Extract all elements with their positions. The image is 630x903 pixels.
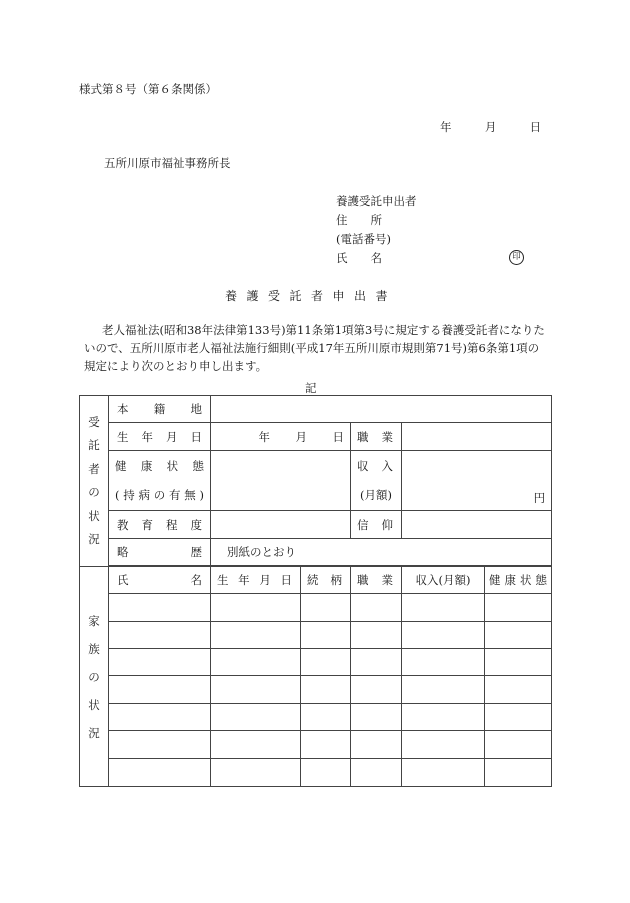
family-cell[interactable] (402, 676, 485, 704)
family-cell[interactable] (301, 649, 351, 676)
family-cell[interactable] (485, 676, 552, 704)
family-cell[interactable] (109, 759, 211, 787)
family-header-dob: 生年月日 (211, 567, 301, 594)
family-cell[interactable] (485, 731, 552, 759)
health-field[interactable] (211, 451, 351, 511)
family-row (80, 649, 552, 676)
income-field[interactable] (402, 451, 552, 511)
family-cell[interactable] (485, 622, 552, 649)
applicant-role: 養護受託申出者 (336, 194, 417, 208)
addressee: 五所川原市福祉事務所長 (104, 156, 231, 170)
family-cell[interactable] (211, 759, 301, 787)
income-label: 収入 (月額) (351, 451, 402, 511)
section-family-label: 家 族 の 状 況 (80, 567, 109, 787)
religion-label: 信仰 (351, 511, 402, 539)
family-cell[interactable] (211, 676, 301, 704)
family-cell[interactable] (402, 731, 485, 759)
family-cell[interactable] (301, 594, 351, 622)
family-cell[interactable] (402, 759, 485, 787)
family-row (80, 676, 552, 704)
religion-field[interactable] (402, 511, 552, 539)
family-cell[interactable] (109, 731, 211, 759)
family-cell[interactable] (211, 649, 301, 676)
education-field[interactable] (211, 511, 351, 539)
dob-label: 生年月日 (109, 423, 211, 451)
occupation-label: 職業 (351, 423, 402, 451)
body-line-3: 規定により次のとおり申し出ます。 (84, 359, 268, 373)
family-row (80, 594, 552, 622)
family-cell[interactable] (109, 649, 211, 676)
applicant-address-label: 住 所 (336, 213, 382, 227)
family-cell[interactable] (402, 622, 485, 649)
document-title: 養護受託者申出書 (225, 289, 398, 303)
family-cell[interactable] (402, 704, 485, 731)
body-line-2: いので、五所川原市老人福祉法施行細則(平成17年五所川原市規則第71号)第6条第1項の (84, 341, 540, 355)
family-cell[interactable] (211, 704, 301, 731)
dob-field[interactable] (211, 423, 351, 451)
occupation-field[interactable] (402, 423, 552, 451)
date-line (440, 119, 541, 135)
dob-day: 日 (332, 429, 344, 444)
applicant-name-label: 氏 名 (336, 251, 382, 265)
body-text (84, 321, 554, 375)
family-cell[interactable] (109, 704, 211, 731)
dob-month: 月 (295, 429, 307, 444)
family-cell[interactable] (485, 759, 552, 787)
family-row (80, 731, 552, 759)
date-year-label: 年 (440, 120, 452, 134)
family-cell[interactable] (301, 759, 351, 787)
family-header-relation: 続柄 (301, 567, 351, 594)
ki-mark: 記 (305, 381, 317, 395)
dob-year: 年 (258, 429, 270, 444)
family-cell[interactable] (485, 649, 552, 676)
body-line-1: 老人福祉法(昭和38年法律第133号)第11条第1項第3号に規定する養護受託者になりた (102, 323, 545, 337)
family-cell[interactable] (211, 731, 301, 759)
family-cell[interactable] (402, 649, 485, 676)
honseki-field[interactable] (211, 396, 552, 423)
family-cell[interactable] (351, 649, 402, 676)
section-trustee-label: 受 託 者 の 状 況 (80, 396, 109, 567)
family-row (80, 704, 552, 731)
family-header-health: 健康状態 (485, 567, 552, 594)
history-label: 略歴 (109, 539, 211, 566)
family-header-income: 収入(月額) (402, 567, 485, 594)
family-cell[interactable] (301, 676, 351, 704)
family-cell[interactable] (351, 759, 402, 787)
family-cell[interactable] (351, 594, 402, 622)
form-number: 様式第８号（第６条関係） (79, 82, 217, 96)
family-cell[interactable] (402, 594, 485, 622)
family-cell[interactable] (109, 622, 211, 649)
family-row (80, 759, 552, 787)
family-cell[interactable] (109, 676, 211, 704)
yen-unit: 円 (533, 491, 546, 505)
family-cell[interactable] (351, 676, 402, 704)
family-cell[interactable] (301, 731, 351, 759)
family-row (80, 622, 552, 649)
honseki-label: 本籍地 (109, 396, 211, 423)
family-cell[interactable] (485, 704, 552, 731)
family-cell[interactable] (485, 594, 552, 622)
family-cell[interactable] (351, 704, 402, 731)
history-field[interactable]: 別紙のとおり (211, 539, 552, 566)
family-cell[interactable] (351, 731, 402, 759)
date-day-label: 日 (529, 120, 542, 134)
family-cell[interactable] (109, 594, 211, 622)
family-cell[interactable] (301, 704, 351, 731)
family-cell[interactable] (211, 594, 301, 622)
applicant-block (336, 192, 526, 268)
health-label: 健康状態 (持病の有無) (109, 451, 211, 511)
family-cell[interactable] (211, 622, 301, 649)
seal-mark: 印 (509, 250, 524, 265)
family-cell[interactable] (301, 622, 351, 649)
applicant-phone-label: (電話番号) (336, 232, 391, 246)
family-header-occupation: 職業 (351, 567, 402, 594)
date-month-label: 月 (484, 120, 497, 134)
form-table (79, 395, 552, 787)
family-cell[interactable] (351, 622, 402, 649)
family-header-name: 氏名 (109, 567, 211, 594)
education-label: 教育程度 (109, 511, 211, 539)
